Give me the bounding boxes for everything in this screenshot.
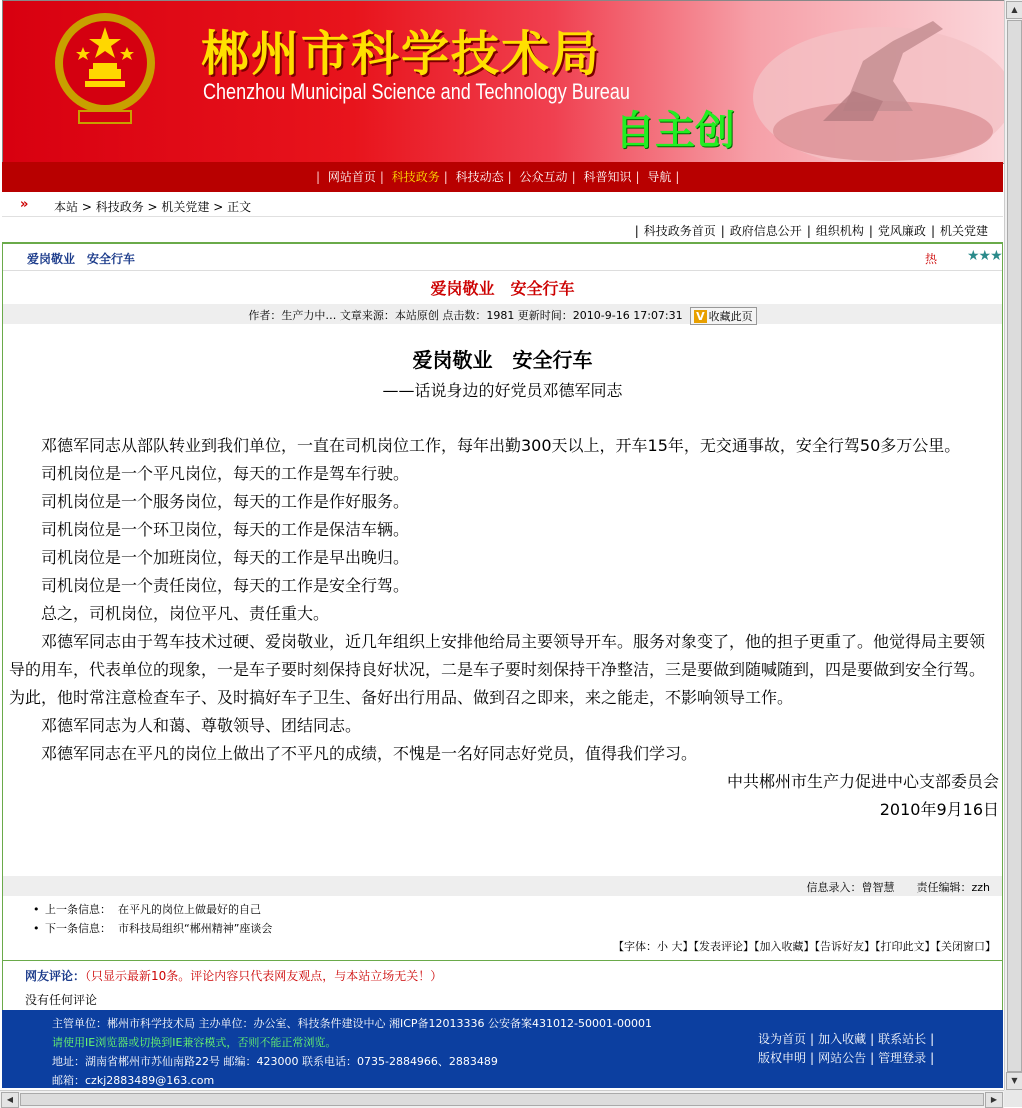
next-label: 下一条信息： [45, 922, 111, 935]
article-body [9, 432, 999, 824]
footer: 主管单位：郴州市科学技术局 主办单位：办公室、科技条件建设中心 湘ICP备12013336 公安备案431012-50001-00001 请使用IE浏览器或切换到IE兼容模式，否则不能正常浏览。 地址：湖南省郴州市苏仙南路22号 邮编：423000 联系电话：0735-2884966、2883489 邮箱：czkj2883489@163.com 设为首页 | 加入收藏 | 联系站长 | 版权申明 | 网站公告 | 管理登录 | [2, 1010, 1003, 1088]
box-title: 爱岗敬业 安全行车 [27, 252, 136, 266]
article-subheadline: ——话说身边的好党员邓德军同志 [382, 381, 623, 400]
hot-badge: 热 [925, 252, 938, 266]
bullet-icon: • [33, 922, 40, 935]
scroll-right-icon[interactable]: ▶ [985, 1092, 1003, 1108]
footer-browser-notice: 请使用IE浏览器或切换到IE兼容模式，否则不能正常浏览。 [52, 1036, 337, 1049]
breadcrumb-item[interactable]: 机关党建 [161, 200, 210, 214]
bullet-icon: • [33, 903, 40, 916]
nav-item-home[interactable]: 网站首页 [327, 170, 376, 184]
article-box [2, 242, 1003, 1011]
site-title-en: Chenzhou Municipal Science and Technology Bureau [203, 79, 630, 104]
post-comment-button[interactable]: 【发表评论】 [693, 940, 754, 953]
favorite-button[interactable] [690, 307, 757, 325]
rating-stars-icon: ★★★ [967, 248, 1002, 264]
vertical-scrollbar[interactable] [1004, 0, 1022, 1090]
article-signature: 中共郴州市生产力促进中心支部委员会 [726, 772, 999, 791]
paragraph: 邓德军同志由于驾车技术过硬、爱岗敬业，近几年组织上安排他给局主要领导开车。服务对象变了，他的担子更重了。他觉得局主要领导的用车，代表单位的现象，一是车子要时刻保持良好状况，二是车子要时刻保持干净整洁，三是要做到随喊随到，四是要做到安全行驾。为此，他时常注意检查车子、及时搞好车子卫生、备好出行用品、做到召之即来，来之能走，不影响领导工作。 [9, 632, 986, 707]
slogan-text: 自主创 [615, 108, 735, 154]
article-title: 爱岗敬业 安全行车 [430, 279, 575, 298]
site-title-cn: 郴州市科学技术局 [201, 26, 602, 82]
scroll-up-icon[interactable]: ▲ [1006, 1, 1022, 19]
breadcrumb-item[interactable]: 科技政务 [95, 200, 144, 214]
nav-item-guide[interactable]: 导航 [647, 170, 672, 184]
prev-label: 上一条信息： [45, 903, 111, 916]
article-tools [613, 938, 996, 954]
close-window-button[interactable]: 【关闭窗口】 [935, 940, 996, 953]
subnav-item[interactable]: 机关党建 [939, 224, 988, 238]
scroll-left-icon[interactable]: ◀ [1, 1092, 19, 1108]
subnav-item[interactable]: 科技政务首页 [643, 224, 716, 238]
national-emblem-icon [53, 7, 157, 127]
header-banner [2, 0, 1005, 164]
main-nav: | 网站首页 | 科技政务 | 科技动态 | 公众互动 | 科普知识 | 导航 | [2, 162, 1003, 192]
scrollbar-corner [1004, 1090, 1022, 1107]
footer-line: 地址：湖南省郴州市苏仙南路22号 邮编：423000 联系电话：0735-2884966、2883489 [52, 1055, 498, 1068]
comments-empty: 没有任何评论 [25, 993, 98, 1007]
add-favorite-button[interactable]: 【加入收藏】 [754, 940, 815, 953]
paragraph: 司机岗位是一个责任岗位，每天的工作是安全行驾。 [41, 576, 410, 595]
print-button[interactable]: 【打印此文】 [875, 940, 936, 953]
subnav-item[interactable]: 党风廉政 [877, 224, 926, 238]
footer-line: 主管单位：郴州市科学技术局 主办单位：办公室、科技条件建设中心 湘ICP备12013336 公安备案431012-50001-00001 [52, 1017, 652, 1030]
admin-login-link[interactable]: 管理登录 [878, 1051, 927, 1065]
font-small-button[interactable]: 小 [657, 940, 668, 953]
site-notice-link[interactable]: 网站公告 [818, 1051, 867, 1065]
nav-item-tech-news[interactable]: 科技动态 [455, 170, 504, 184]
paragraph: 邓德军同志为人和蔼、尊敬领导、团结同志。 [41, 716, 362, 735]
box-header [3, 244, 1002, 271]
favorite-icon: V [696, 310, 705, 323]
subnav-item[interactable]: 政府信息公开 [729, 224, 802, 238]
scroll-thumb[interactable] [1007, 20, 1022, 1072]
footer-line: 邮箱：czkj2883489@163.com [52, 1074, 215, 1087]
prev-next-links [33, 900, 272, 938]
article-meta [3, 304, 1002, 324]
set-homepage-link[interactable]: 设为首页 [758, 1032, 807, 1046]
horizontal-scrollbar[interactable] [0, 1090, 1004, 1108]
prev-article-link[interactable]: 在平凡的岗位上做最好的自己 [118, 903, 261, 916]
font-large-button[interactable]: 大 [671, 940, 683, 953]
breadcrumb: » 本站 > 科技政务 > 机关党建 > 正文 [2, 194, 1003, 217]
editor-info-text: 信息录入：曾智慧 责任编辑：zzh [806, 881, 990, 894]
copyright-link[interactable]: 版权申明 [758, 1051, 807, 1065]
contact-admin-link[interactable]: 联系站长 [878, 1032, 927, 1046]
add-favorite-link[interactable]: 加入收藏 [818, 1032, 867, 1046]
paragraph: 司机岗位是一个服务岗位，每天的工作是作好服务。 [41, 492, 410, 511]
breadcrumb-item: 正文 [227, 200, 252, 214]
paragraph: 邓德军同志在平凡的岗位上做出了不平凡的成绩，不愧是一名好同志好党员，值得我们学习。 [41, 744, 698, 763]
favorite-label: 收藏此页 [708, 310, 753, 323]
tell-friend-button[interactable]: 【告诉好友】 [814, 940, 875, 953]
next-article-link[interactable]: 市科技局组织“郴州精神”座谈会 [118, 922, 273, 935]
sub-nav: | 科技政务首页 | 政府信息公开 | 组织机构 | 党风廉政 | 机关党建 [2, 218, 1003, 240]
paragraph: 总之，司机岗位，岗位平凡、责任重大。 [41, 604, 330, 623]
editor-info [3, 876, 1002, 896]
comments-note: （只显示最新10条。评论内容只代表网友观点，与本站立场无关！） [85, 969, 443, 983]
comments-title: 网友评论： [25, 969, 86, 983]
paragraph: 司机岗位是一个环卫岗位，每天的工作是保洁车辆。 [41, 520, 410, 539]
paragraph: 司机岗位是一个加班岗位，每天的工作是早出晚归。 [41, 548, 410, 567]
nav-item-tech-affairs[interactable]: 科技政务 [391, 170, 440, 184]
paragraph: 邓德军同志从部队转业到我们单位，一直在司机岗位工作，每年出勤300天以上，开车15年，无交通事故，安全行驾50多万公里。 [41, 436, 961, 455]
comments-section [3, 960, 1002, 1007]
font-size-label: 【字体： [613, 940, 657, 953]
article-date: 2010年9月16日 [879, 800, 999, 819]
article-meta-text: 作者：生产力中… 文章来源：本站原创 点击数：1981 更新时间：2010-9-16 17:07:31 [248, 309, 683, 322]
nav-item-public-interaction[interactable]: 公众互动 [519, 170, 568, 184]
breadcrumb-item[interactable]: 本站 [54, 200, 79, 214]
scroll-thumb[interactable] [20, 1093, 984, 1106]
paragraph: 司机岗位是一个平凡岗位，每天的工作是驾车行驶。 [41, 464, 410, 483]
scroll-down-icon[interactable]: ▼ [1006, 1072, 1022, 1090]
font-size-close: 】 [682, 940, 694, 953]
nav-item-science-knowledge[interactable]: 科普知识 [583, 170, 632, 184]
subnav-item[interactable]: 组织机构 [815, 224, 864, 238]
article-headline: 爱岗敬业 安全行车 [412, 348, 593, 372]
double-chevron-icon: » [20, 197, 29, 212]
sculpture-image [733, 1, 1005, 163]
